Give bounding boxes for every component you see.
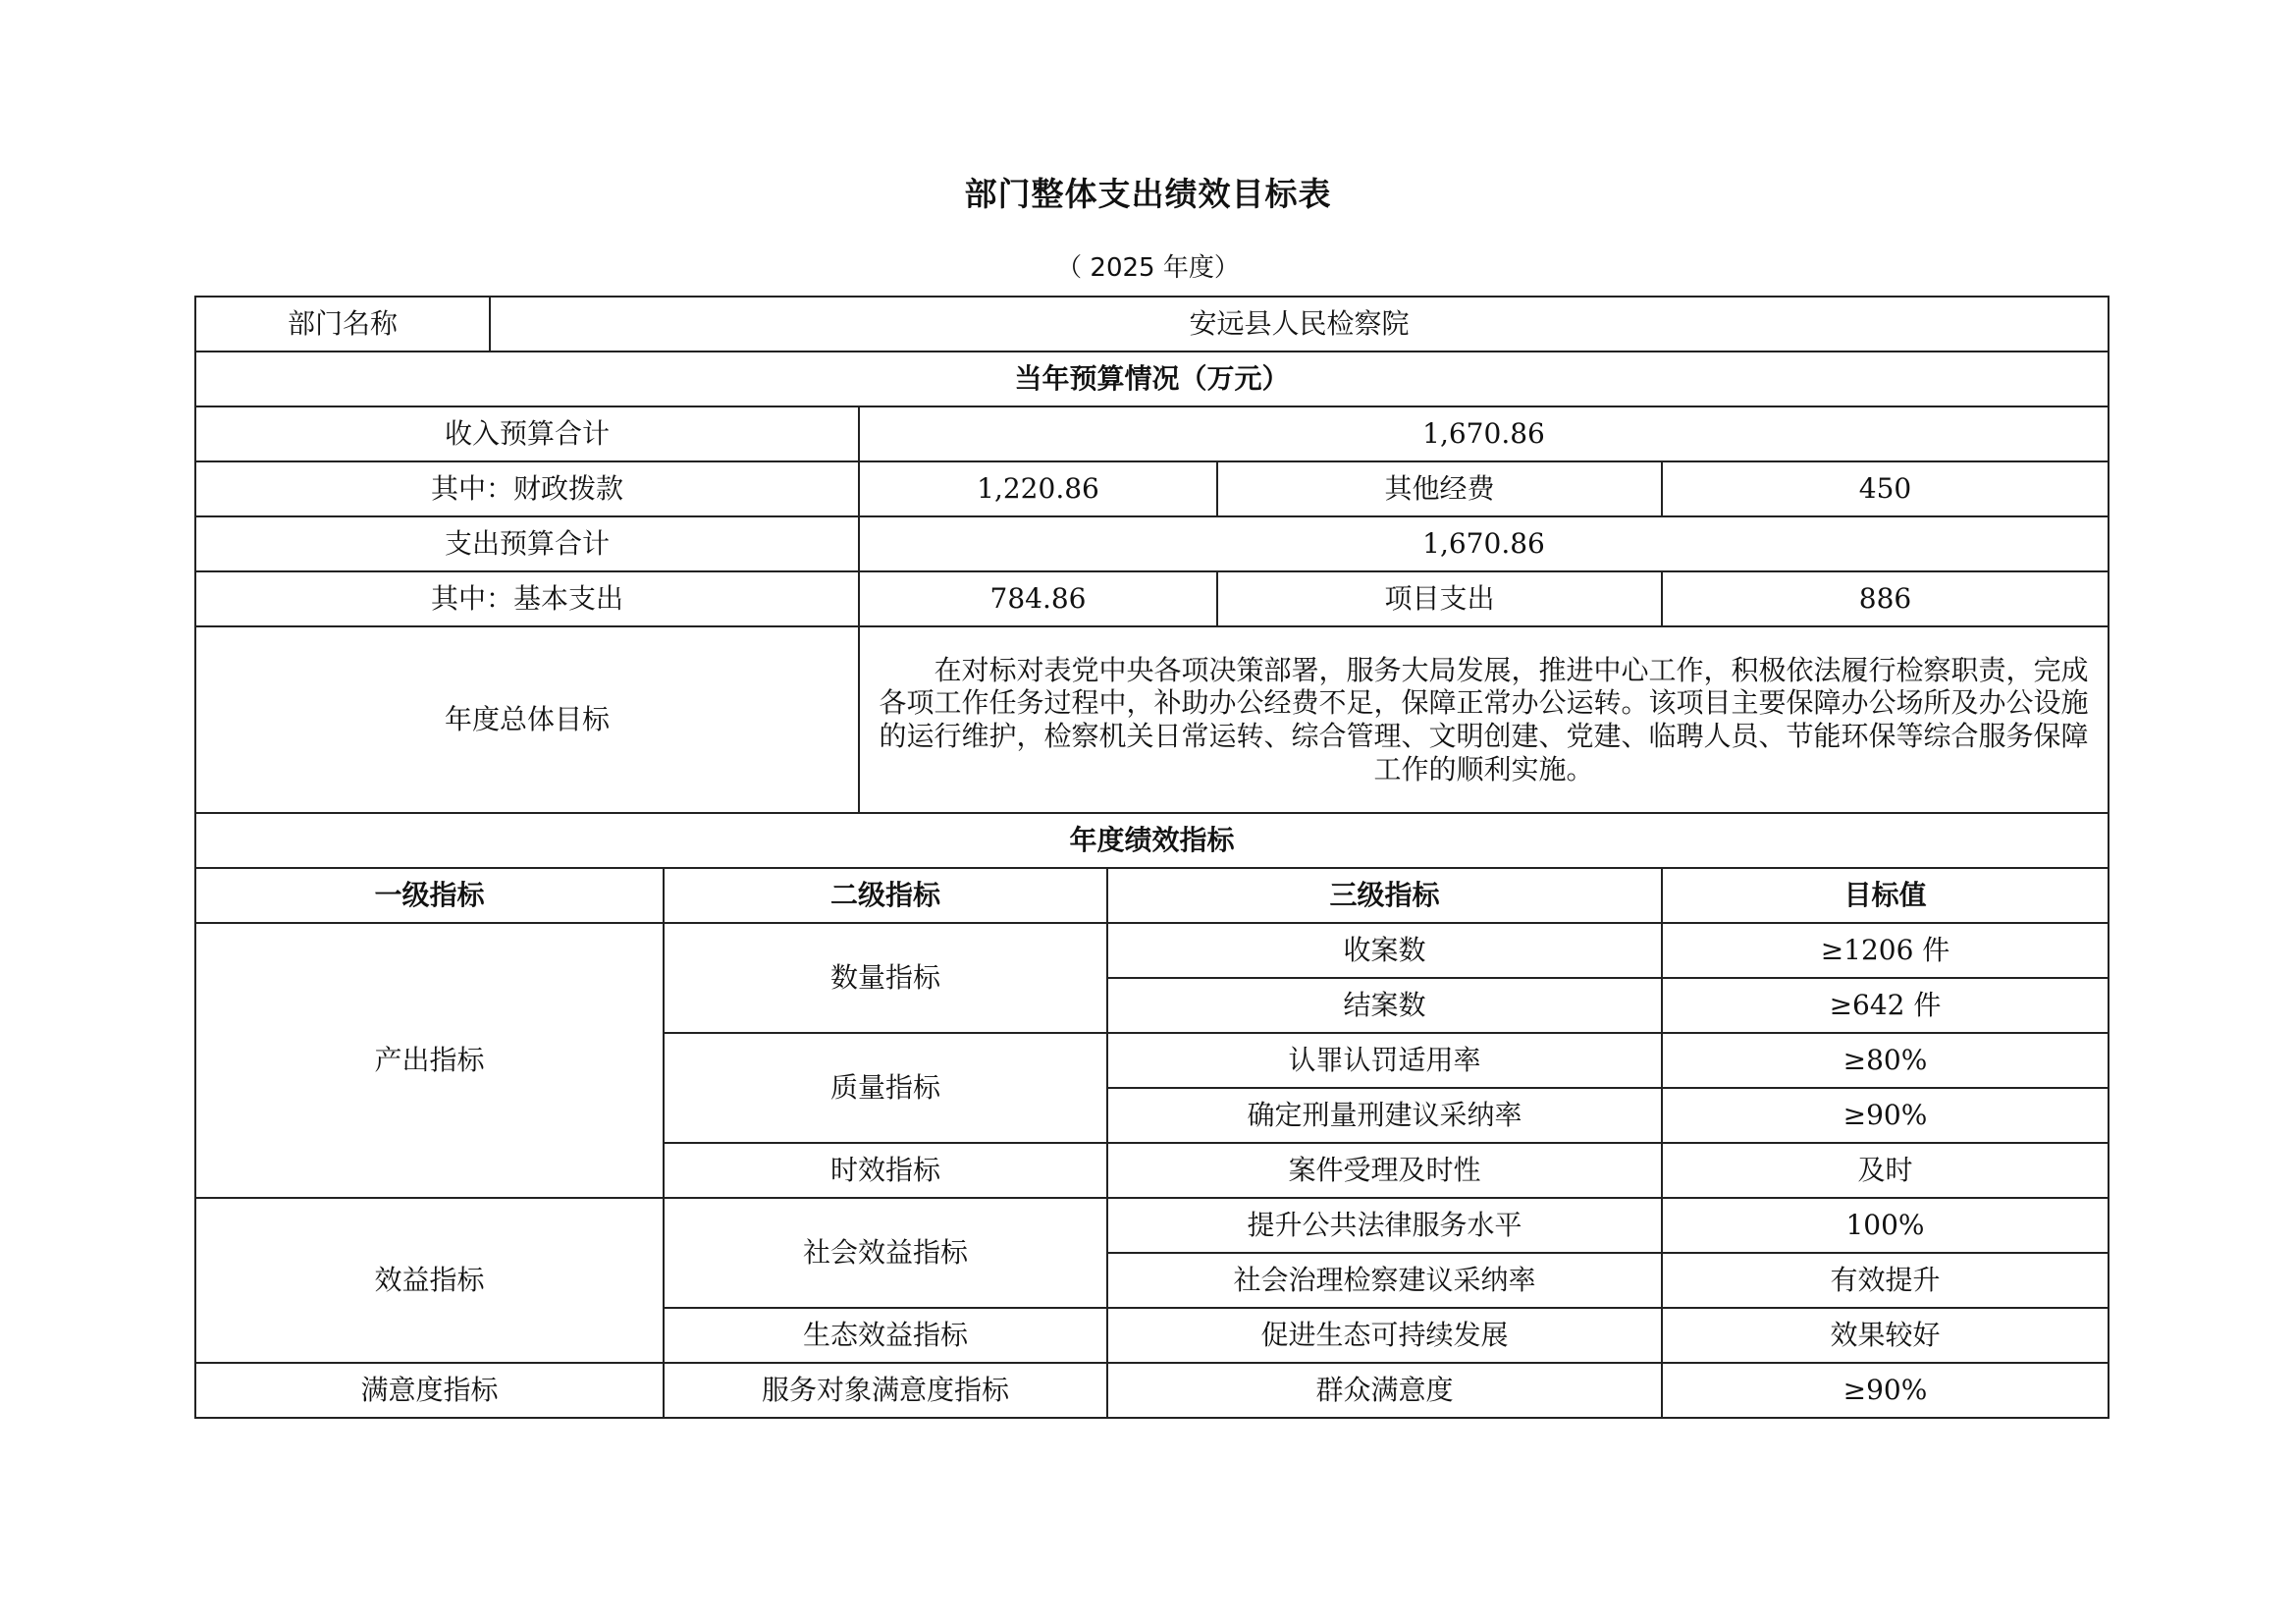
level2-social-benefit: 社会效益指标 (664, 1198, 1107, 1308)
basic-expense-value: 784.86 (859, 571, 1217, 626)
project-expense-value: 886 (1662, 571, 2109, 626)
annual-goal-label: 年度总体目标 (195, 626, 859, 813)
target-cell: ≥1206 件 (1662, 923, 2109, 978)
page-title: 部门整体支出绩效目标表 (964, 175, 1332, 213)
income-total-label: 收入预算合计 (195, 406, 859, 461)
level1-output: 产出指标 (195, 923, 664, 1198)
budget-header-row (195, 352, 2109, 406)
column-level3: 三级指标 (1107, 868, 1662, 923)
annual-goal-text: 在对标对表党中央各项决策部署，服务大局发展，推进中心工作，积极依法履行检察职责，完成各项工作任务过程中，补助办公经费不足，保障正常办公运转。该项目主要保障办公场所及办公设施的运行维护，检察机关日常运转、综合管理、文明创建、党建、临聘人员、节能环保等综合服务保障工作的顺利实施。 (859, 626, 2109, 813)
level3-cell: 提升公共法律服务水平 (1107, 1198, 1662, 1253)
expense-total-value: 1,670.86 (859, 516, 2109, 571)
annual-goal-row (195, 626, 2109, 813)
column-level1: 一级指标 (195, 868, 664, 923)
level3-cell: 结案数 (1107, 978, 1662, 1033)
fiscal-value: 1,220.86 (859, 461, 1217, 516)
target-cell: 有效提升 (1662, 1253, 2109, 1308)
level3-cell: 认罪认罚适用率 (1107, 1033, 1662, 1088)
target-cell: 100% (1662, 1198, 2109, 1253)
column-level2: 二级指标 (664, 868, 1107, 923)
target-cell: ≥642 件 (1662, 978, 2109, 1033)
level1-benefit: 效益指标 (195, 1198, 664, 1363)
table-row (195, 1198, 2109, 1253)
target-cell: ≥90% (1662, 1363, 2109, 1418)
level3-cell: 促进生态可持续发展 (1107, 1308, 1662, 1363)
target-cell: ≥80% (1662, 1033, 2109, 1088)
level2-quantity: 数量指标 (664, 923, 1107, 1033)
dept-row (195, 297, 2109, 352)
income-total-value: 1,670.86 (859, 406, 2109, 461)
other-funds-label: 其他经费 (1217, 461, 1662, 516)
level2-timeliness: 时效指标 (664, 1143, 1107, 1198)
level3-cell: 确定刑量刑建议采纳率 (1107, 1088, 1662, 1143)
target-cell: 及时 (1662, 1143, 2109, 1198)
level2-eco-benefit: 生态效益指标 (664, 1308, 1107, 1363)
dept-label: 部门名称 (195, 297, 490, 352)
table-row (195, 923, 2109, 978)
target-cell: 效果较好 (1662, 1308, 2109, 1363)
fiscal-row (195, 461, 2109, 516)
expense-total-row (195, 516, 2109, 571)
level3-cell: 社会治理检察建议采纳率 (1107, 1253, 1662, 1308)
fiscal-label: 其中：财政拨款 (195, 461, 859, 516)
budget-header: 当年预算情况（万元） (195, 352, 2109, 406)
page-subtitle-year: （ 2025 年度） (1056, 253, 1240, 283)
column-target: 目标值 (1662, 868, 2109, 923)
indicators-columns-row (195, 868, 2109, 923)
target-cell: ≥90% (1662, 1088, 2109, 1143)
performance-target-table (194, 296, 2109, 1419)
other-funds-value: 450 (1662, 461, 2109, 516)
level3-cell: 群众满意度 (1107, 1363, 1662, 1418)
level2-quality: 质量指标 (664, 1033, 1107, 1143)
expense-total-label: 支出预算合计 (195, 516, 859, 571)
basic-expense-label: 其中：基本支出 (195, 571, 859, 626)
level2-service-satisfaction: 服务对象满意度指标 (664, 1363, 1107, 1418)
basic-expense-row (195, 571, 2109, 626)
dept-value: 安远县人民检察院 (490, 297, 2109, 352)
level3-cell: 案件受理及时性 (1107, 1143, 1662, 1198)
table-row (195, 1363, 2109, 1418)
indicators-header: 年度绩效指标 (195, 813, 2109, 868)
indicators-header-row (195, 813, 2109, 868)
level1-satisfaction: 满意度指标 (195, 1363, 664, 1418)
level3-cell: 收案数 (1107, 923, 1662, 978)
project-expense-label: 项目支出 (1217, 571, 1662, 626)
income-total-row (195, 406, 2109, 461)
